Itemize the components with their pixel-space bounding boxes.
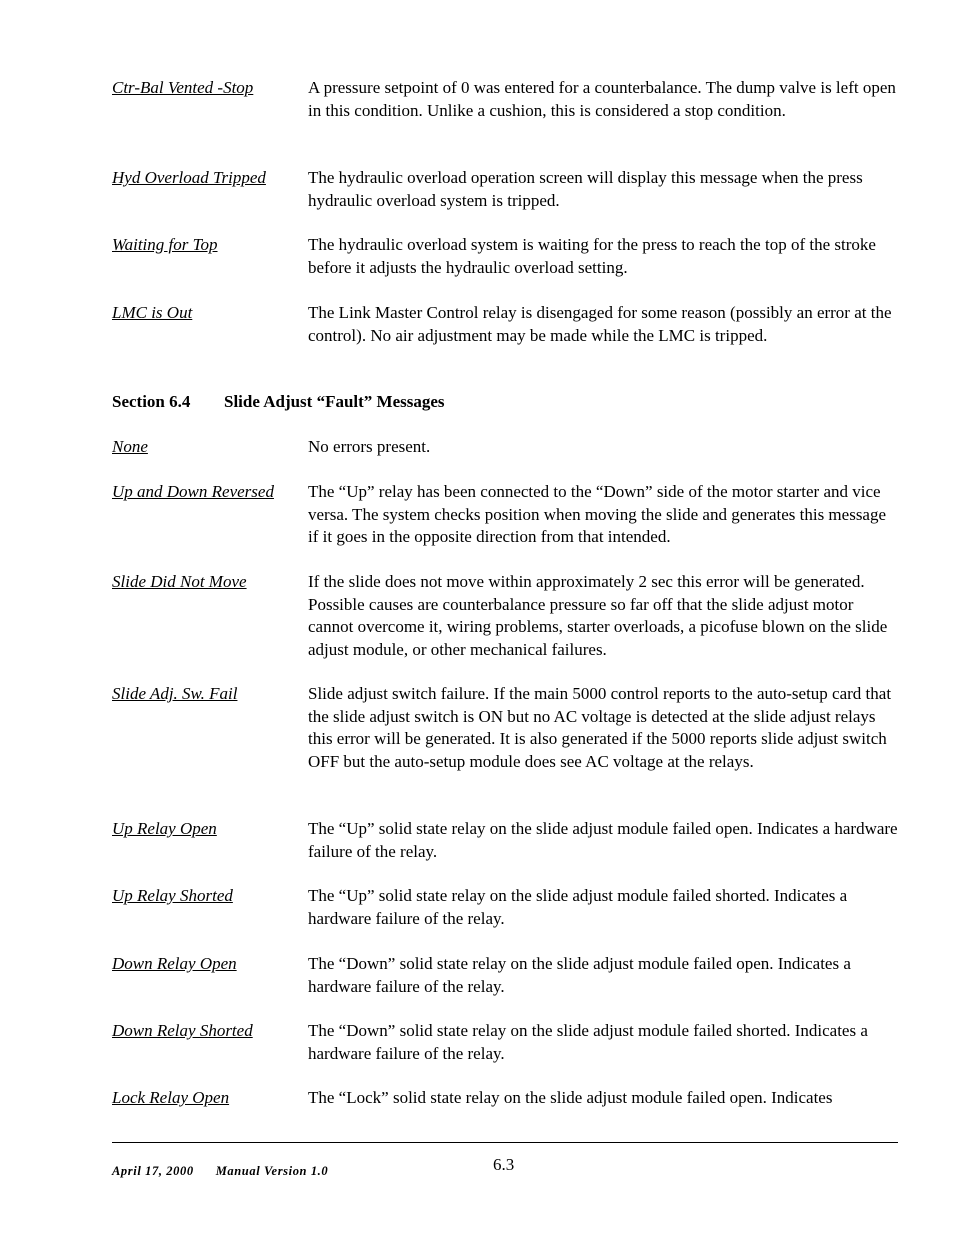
message-term: Up and Down Reversed [112, 482, 274, 501]
footer-info [112, 1160, 328, 1183]
message-description: The Link Master Control relay is disengaged for some reason (possibly an error at the control). No air adjustment may be made while the LMC is tripped. [308, 303, 892, 345]
message-term: Ctr-Bal Vented -Stop [112, 78, 254, 97]
section-heading [112, 391, 445, 414]
footer-version: Manual Version 1.0 [215, 1164, 329, 1178]
message-term: Lock Relay Open [112, 1088, 230, 1107]
footer-date: April 17, 2000 [112, 1164, 194, 1178]
message-term: Down Relay Shorted [112, 1021, 253, 1040]
message-term: Down Relay Open [112, 954, 237, 973]
message-description: If the slide does not move within approximately 2 sec this error will be generated. Possible causes are counterbalance pressure so far off that the slide adjust motor cannot overcome it, wiring problems, starter overloads, a picofuse blown on the slide adjust module, or other mechanical failures. [308, 572, 888, 659]
message-term: Up Relay Open [112, 819, 217, 838]
message-term: Slide Did Not Move [112, 572, 247, 591]
message-term: None [112, 437, 148, 456]
message-description: The “Down” solid state relay on the slide adjust module failed shorted. Indicates a hardware failure of the relay. [308, 1021, 868, 1063]
message-term: Hyd Overload Tripped [112, 168, 266, 187]
message-description: The “Lock” solid state relay on the slide adjust module failed open. Indicates [308, 1088, 833, 1107]
message-description: The “Up” solid state relay on the slide adjust module failed open. Indicates a hardware failure of the relay. [308, 819, 898, 861]
message-description: Slide adjust switch failure. If the main 5000 control reports to the auto-setup card that the slide adjust switch is ON but no AC voltage is detected at the slide adjust relays this error will be generated. It is also generated if the 5000 reports slide adjust switch OFF but the auto-setup module does see AC voltage at the relays. [308, 684, 892, 771]
message-term: Slide Adj. Sw. Fail [112, 684, 238, 703]
message-description: The “Down” solid state relay on the slide adjust module failed open. Indicates a hardware failure of the relay. [308, 954, 851, 996]
section-title: Slide Adjust “Fault” Messages [224, 392, 445, 411]
message-description: The “Up” relay has been connected to the “Down” side of the motor starter and vice versa. The system checks position when moving the slide and generates this message if it goes in the opposite direction from that intended. [308, 482, 887, 546]
message-term: LMC is Out [112, 303, 193, 322]
footer-divider [112, 1142, 898, 1143]
message-description: The “Up” solid state relay on the slide adjust module failed shorted. Indicates a hardware failure of the relay. [308, 886, 848, 928]
message-description: The hydraulic overload operation screen will display this message when the press hydraulic overload system is tripped. [308, 168, 863, 210]
page-number: 6.3 [493, 1155, 515, 1174]
message-term: Up Relay Shorted [112, 886, 233, 905]
message-description: No errors present. [308, 437, 431, 456]
message-description: The hydraulic overload system is waiting for the press to reach the top of the stroke before it adjusts the hydraulic overload setting. [308, 235, 876, 277]
section-number: Section 6.4 [112, 392, 191, 411]
message-term: Waiting for Top [112, 235, 218, 254]
message-description: A pressure setpoint of 0 was entered for a counterbalance. The dump valve is left open in this condition. Unlike a cushion, this is considered a stop condition. [308, 78, 896, 120]
